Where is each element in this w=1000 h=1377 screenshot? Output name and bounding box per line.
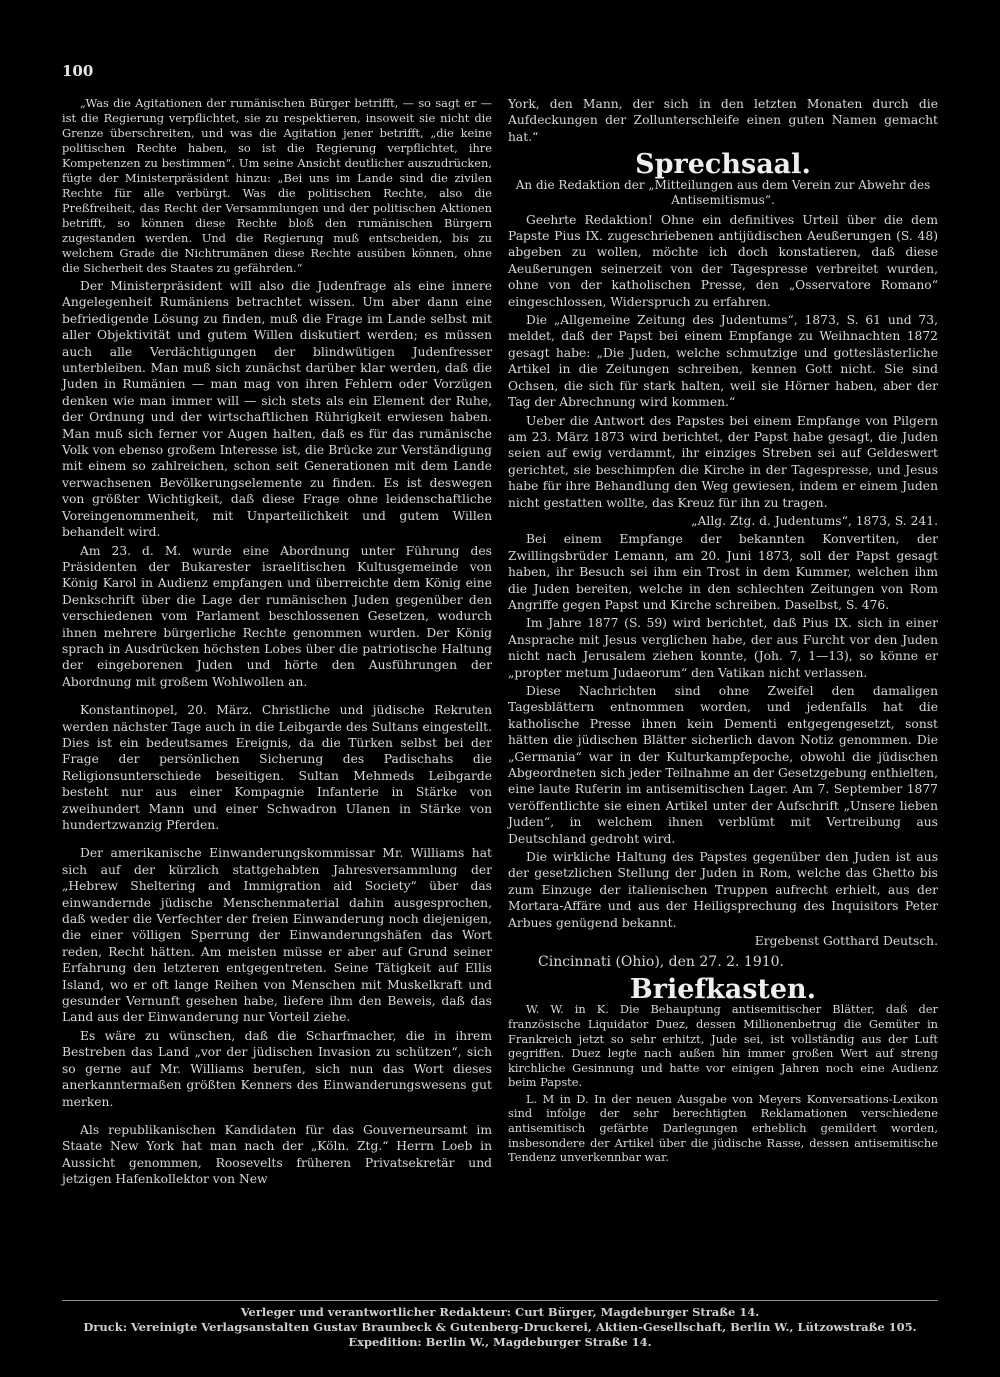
letter-paragraph: Bei einem Empfange der bekannten Konvertiten, der Zwillingsbrüder Lemann, am 20. Juni 1873, soll der Papst gesagt haben, ihr Besuch sei ihm ein Trost in dem Kummer, welchen ihm die Juden bereiten, welche in den schlechten Zeitungen von Rom Angriffe gegen Papst und Kirche schreiben. Daselbst, S. 476.	[508, 532, 938, 612]
sprechsaal-body	[508, 212, 938, 950]
article-paragraph: „Was die Agitationen der rumänischen Bürger betrifft, — so sagt er — ist die Regierung verpflichtet, sie zu respektieren, insoweit sie nicht die Grenze überschreiten, und was die Agitation jener betrifft, „die keine politischen Rechte haben, so ist die Regierung verpflichtet, ihre Kompetenzen zu bestimmen“. Um seine Ansicht deutlicher auszudrücken, fügte der Ministerpräsident hinzu: „Bei uns im Lande sind die zivilen Rechte für alle verbürgt. Was die politischen Rechte, also die Preßfreiheit, das Recht der Versammlungen und der politischen Aktionen betrifft, so können diese Rechte bloß den rumänischen Bürgern zugestanden werden. Und die Regierung muß entscheiden, bis zu welchem Grade die Nichtrumänen diese Rechte ausüben können, ohne die Sicherheit des Staates zu gefährden.“	[62, 96, 492, 275]
mailbox-paragraph: W. W. in K. Die Behauptung antisemitischer Blätter, daß der französische Liquidator Duez, dessen Millionenbetrug die Gemüter in Frankreich jetzt so sehr erhitzt, Jude sei, ist vollständig aus der Luft gegriffen. Duez legte nach außen hin immer großen Wert auf streng kirchliche Gesinnung und hatte vor einigen Jahren noch eine Audienz beim Papste.	[508, 1002, 938, 1090]
letter-paragraph: Im Jahre 1877 (S. 59) wird berichtet, daß Pius IX. sich in einer Ansprache mit Jesus verglichen habe, der aus Furcht vor den Juden nicht nach Jerusalem ziehen konnte, (Joh. 7, 1—13), so könne er „propter metum Judaeorum“ den Vatikan nicht verlassen.	[508, 616, 938, 680]
letter-paragraph: Ergebenst Gotthard Deutsch.	[754, 934, 938, 949]
footer-divider	[62, 1300, 938, 1301]
page-number: 100	[62, 62, 94, 80]
left-column	[62, 96, 492, 1190]
letter-paragraph: Die „Allgemeine Zeitung des Judentums“, 1873, S. 61 und 73, meldet, daß der Papst bei einem Empfange zu Weihnachten 1872 gesagt habe: „Die Juden, welche schmutzige und gotteslästerliche Artikel in die Zeitungen schreiben, kennen Gott nicht. Sie sind Ochsen, die sich für stark halten, weil sie Hörner haben, aber der Tag der Abrechnung wird kommen.“	[508, 313, 938, 410]
article-paragraph: Der Ministerpräsident will also die Judenfrage als eine innere Angelegenheit Rumäniens betrachtet wissen. Um aber dann eine befriedigende Lösung zu finden, muß die Frage im Lande selbst mit aller Objektivität und gutem Willen diskutiert werden; es müssen auch alle Verdächtigungen der blindwütigen Judenfresser unterbleiben. Man muß sich zunächst darüber klar werden, daß die Juden in Rumänien — man mag von ihren Fehlern oder Vorzügen denken wie man immer will — sich stets als ein Element der Ruhe, der Ordnung und der wirtschaftlichen Rührigkeit erwiesen haben. Man muß sich ferner vor Augen halten, daß es für das rumänische Volk von ebenso großem Interesse ist, die Brücke zur Verständigung mit einem so zahlreichen, schon seit Generationen mit dem Lande verwachsenen Bevölkerungselemente zu finden. Es ist deswegen von größter Wichtigkeit, daß diese Frage ohne leidenschaftliche Voreingenommenheit, mit Unparteilichkeit und gutem Willen behandelt wird.	[62, 279, 492, 540]
sprechsaal-address: An die Redaktion der „Mitteilungen aus dem Verein zur Abwehr des Antisemitismus“.	[515, 177, 931, 207]
letter-paragraph: „Allg. Ztg. d. Judentums“, 1873, S. 241.	[691, 513, 938, 528]
right-column	[508, 96, 938, 1167]
briefkasten-body	[508, 1002, 938, 1165]
letter-dateline: Cincinnati (Ohio), den 27. 2. 1910.	[538, 953, 784, 970]
continuation-paragraph: York, den Mann, der sich in den letzten Monaten durch die Aufdeckungen der Zollunterschleife einen guten Namen gemacht hat.“	[508, 97, 938, 144]
imprint-expedition: Expedition: Berlin W., Magdeburger Straße 14.	[348, 1335, 652, 1349]
sprechsaal-heading: Sprechsaal.	[635, 149, 811, 181]
letter-paragraph: Ueber die Antwort des Papstes bei einem Empfange von Pilgern am 23. März 1873 wird berichtet, der Papst habe gesagt, die Juden seien auf ewig verdammt, ihr einziges Streben sei auf Geldeswert gerichtet, sie beschimpfen die Kirche in der Tagespresse, und Jesus habe für ihre Behandlung den Weg gewiesen, indem er einem Juden nicht gestatten wollte, das Kreuz für ihn zu tragen.	[508, 413, 938, 510]
letter-paragraph: Geehrte Redaktion! Ohne ein definitives Urteil über die dem Papste Pius IX. zugeschriebenen antijüdischen Aeußerungen (S. 48) abgeben zu wollen, möchte ich doch konstatieren, daß diese Aeußerungen seinerzeit von der Tagespresse verbreitet wurden, ohne von der katholischen Presse, den „Osservatore Romano“ eingeschlossen, Widerspruch zu erfahren.	[508, 212, 938, 309]
letter-paragraph: Die wirkliche Haltung des Papstes gegenüber den Juden ist aus der gesetzlichen Stellung der Juden in Rom, welche das Ghetto bis zum Einzuge der italienischen Truppen aufrecht erhielt, aus der Mortara-Affäre und aus der Heiligsprechung des Inquisitors Peter Arbues genügend bekannt.	[508, 850, 938, 930]
article-paragraph: Konstantinopel, 20. März. Christliche und jüdische Rekruten werden nächster Tage auch in die Leibgarde des Sultans eingestellt. Dies ist ein bedeutsames Ereignis, da die Türken selbst bei der Frage der persönlichen Sicherung des Padischahs die Religionsunterschiede beseitigen. Sultan Mehmeds Leibgarde besteht nur aus einer Kompagnie Infanterie in Stärke von zweihundert Mann und einer Schwadron Ulanen in Stärke von hundertzwanzig Pferden.	[62, 703, 492, 832]
article-paragraph: Es wäre zu wünschen, daß die Scharfmacher, die in ihrem Bestreben das Land „vor der jüdischen Invasion zu schützen“, sich so gerne auf Mr. Williams berufen, sich nun das Wort dieses anerkanntermaßen größten Kenners des Einwanderungswesens gut merken.	[62, 1028, 492, 1109]
article-paragraph: Der amerikanische Einwanderungskommissar Mr. Williams hat sich auf der kürzlich stattgehabten Jahresversammlung der „Hebrew Sheltering and Immigration aid Society“ über das einwandernde jüdische Menschenmaterial dahin ausgesprochen, daß weder die Verfechter der freien Einwanderung noch diejenigen, die einer völligen Sperrung der Einwanderungshäfen das Wort reden, Recht hätten. Am meisten müsse er aber auf Grund seiner Erfahrung den letzteren entgegentreten. Seine Tätigkeit auf Ellis Island, wo er oft lange Reihen von Menschen mit Muskelkraft und gesunder Vernunft gesehen habe, liefere ihm den Beweis, daß das Land aus der Einwanderung nur Vorteil ziehe.	[62, 846, 492, 1025]
article-paragraph: Als republikanischen Kandidaten für das Gouverneursamt im Staate New York hat man nach der „Köln. Ztg.“ Herrn Loeb in Aussicht genommen, Roosevelts früheren Privatsekretär und jetzigen Hafenkollektor von New	[62, 1122, 492, 1187]
briefkasten-heading: Briefkasten.	[629, 973, 817, 1005]
imprint-publisher: Verleger und verantwortlicher Redakteur: Curt Bürger, Magdeburger Straße 14.	[240, 1305, 760, 1319]
imprint-printer: Druck: Vereinigte Verlagsanstalten Gustav Braunbeck & Gutenberg-Druckerei, Aktien-Gesellschaft, Berlin W., Lützowstraße 105.	[83, 1320, 917, 1334]
mailbox-paragraph: L. M in D. In der neuen Ausgabe von Meyers Konversations-Lexikon sind infolge der sehr berechtigten Reklamationen verschiedene antisemitisch gefärbte Darlegungen erheblich gemildert worden, insbesondere der Artikel über die jüdische Rasse, dessen antisemitische Tendenz unverkennbar war.	[508, 1091, 938, 1165]
imprint-footer	[60, 1305, 940, 1350]
article-paragraph: Am 23. d. M. wurde eine Abordnung unter Führung des Präsidenten der Bukarester israelitischen Kultusgemeinde von König Karol in Audienz empfangen und überreichte dem König eine Denkschrift über die Lage der rumänischen Juden gegenüber den verschiedenen vom Parlament beschlossenen Gesetzen, wodurch ihnen mehrere bürgerliche Rechte genommen wurden. Der König sprach in Ausdrücken höchsten Lobes über die patriotische Haltung der eingeborenen Juden und hörte den Ausführungen der Abordnung mit großem Wohlwollen an.	[62, 543, 492, 689]
letter-paragraph: Diese Nachrichten sind ohne Zweifel den damaligen Tagesblättern entnommen worden, und jedenfalls hat die katholische Presse ihnen kein Dementi entgegengesetzt, sonst hätten die jüdischen Blätter sicherlich davon Notiz genommen. Die „Germania“ war in der Kulturkampfepoche, obwohl die jüdischen Abgeordneten sich jeder Teilnahme an der Gesetzgebung enthielten, eine laute Ruferin im antisemitischen Lager. Am 7. September 1877 veröffentlichte sie einen Artikel unter der Aufschrift „Unsere lieben Juden“, in welchem ihnen verblümt mit Vertreibung aus Deutschland gedroht wird.	[508, 684, 938, 846]
